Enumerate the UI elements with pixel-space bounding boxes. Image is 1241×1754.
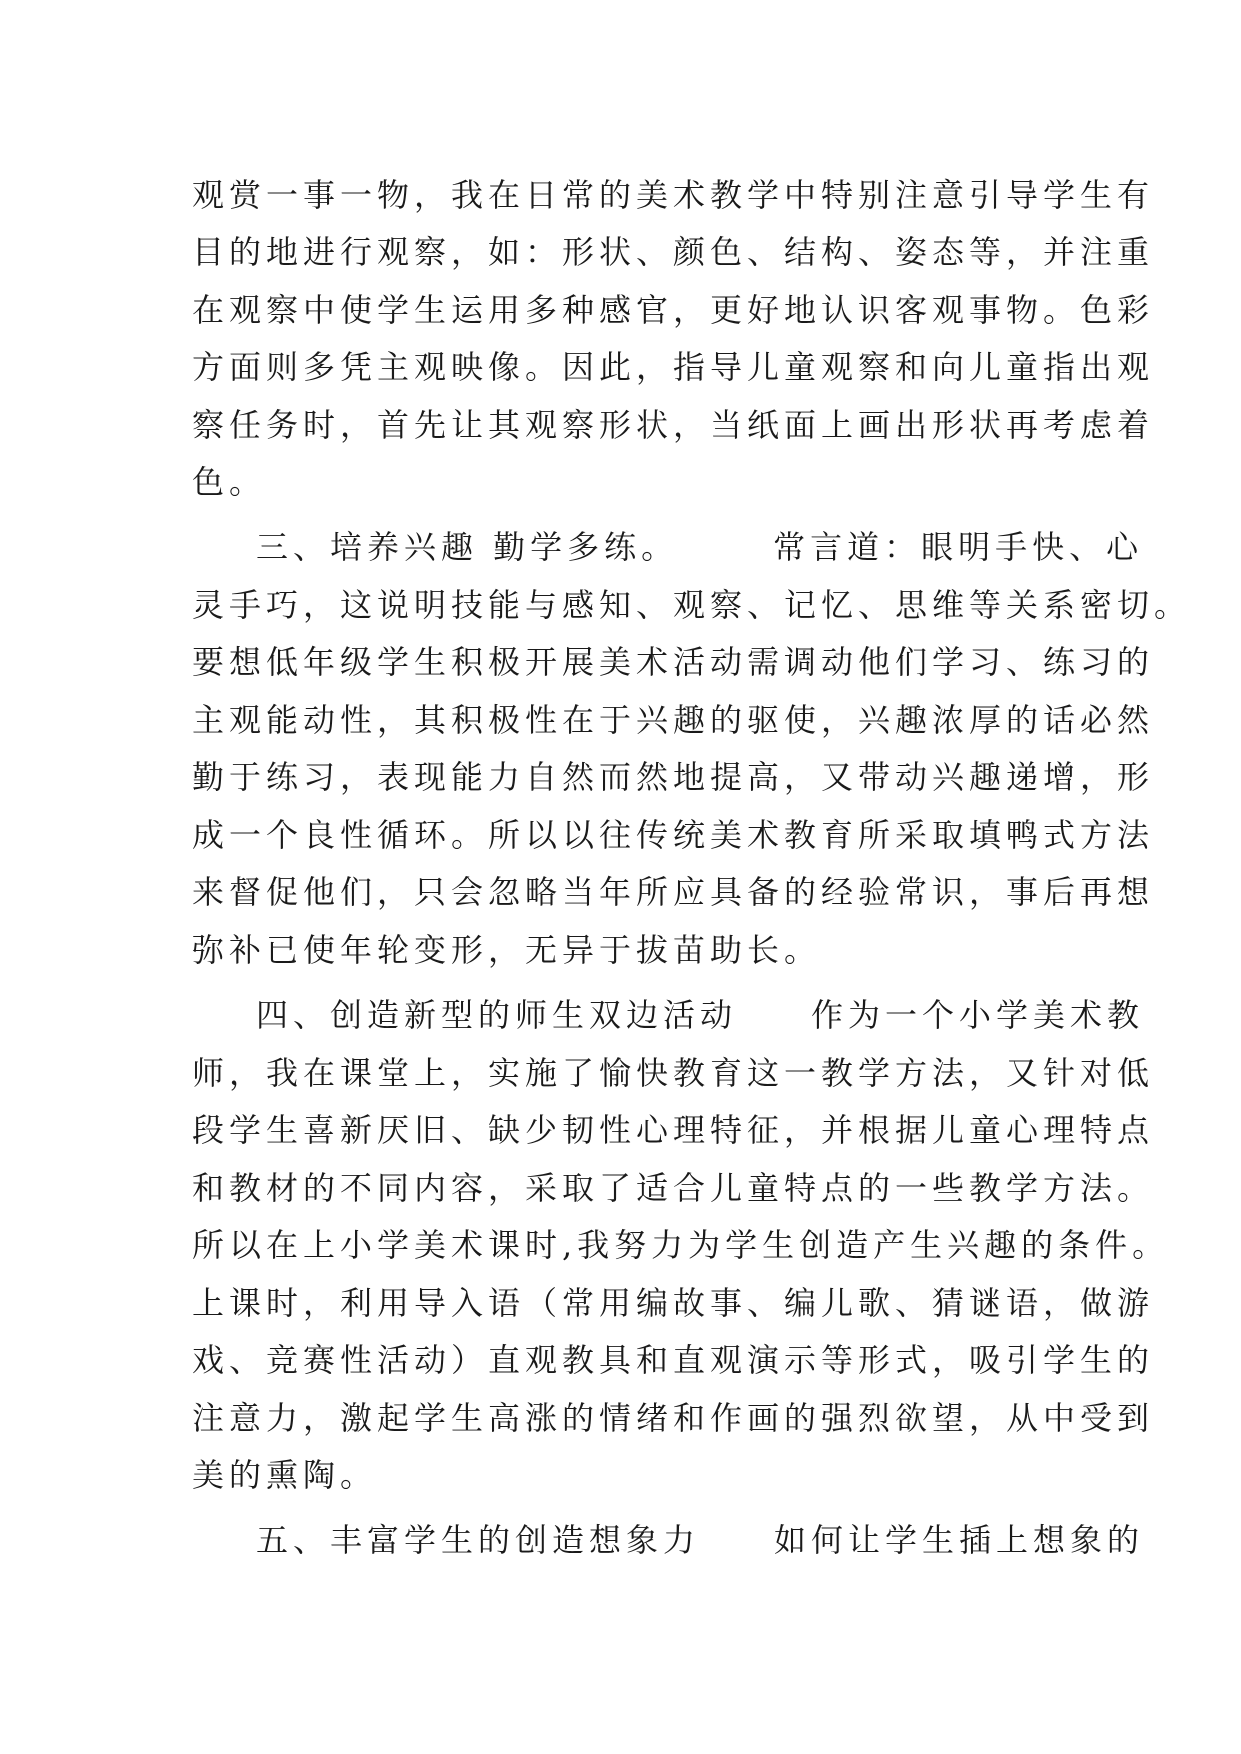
text-line: 所以在上小学美术课时,我努力为学生创造产生兴趣的条件。 bbox=[192, 1226, 1170, 1264]
text-line: 和教材的不同内容，采取了适合儿童特点的一些教学方法。 bbox=[192, 1169, 1155, 1207]
text-line: 色。 bbox=[192, 463, 267, 501]
section-heading-line: 四、创造新型的师生双边活动 作为一个小学美术教 bbox=[256, 996, 1145, 1034]
text-line: 上课时，利用导入语（常用编故事、编儿歌、猜谜语，做游 bbox=[192, 1284, 1155, 1322]
text-line: 勤于练习，表现能力自然而然地提高，又带动兴趣递增，形 bbox=[192, 758, 1155, 796]
text-line: 段学生喜新厌旧、缺少韧性心理特征，并根据儿童心理特点 bbox=[192, 1111, 1155, 1149]
text-line: 察任务时，首先让其观察形状，当纸面上画出形状再考虑着 bbox=[192, 406, 1155, 444]
section-heading-line: 五、丰富学生的创造想象力 如何让学生插上想象的 bbox=[256, 1521, 1145, 1559]
text-line: 主观能动性，其积极性在于兴趣的驱使，兴趣浓厚的话必然 bbox=[192, 701, 1155, 739]
text-line: 在观察中使学生运用多种感官，更好地认识客观事物。色彩 bbox=[192, 291, 1155, 329]
text-line: 注意力，激起学生高涨的情绪和作画的强烈欲望，从中受到 bbox=[192, 1399, 1155, 1437]
text-line: 美的熏陶。 bbox=[192, 1456, 378, 1494]
text-line: 弥补已使年轮变形，无异于拔苗助长。 bbox=[192, 931, 822, 969]
text-line: 要想低年级学生积极开展美术活动需调动他们学习、练习的 bbox=[192, 643, 1155, 681]
text-line: 目的地进行观察，如：形状、颜色、结构、姿态等，并注重 bbox=[192, 233, 1155, 271]
text-line: 观赏一事一物，我在日常的美术教学中特别注意引导学生有 bbox=[192, 176, 1155, 214]
text-line: 来督促他们，只会忽略当年所应具备的经验常识，事后再想 bbox=[192, 873, 1155, 911]
text-line: 师，我在课堂上，实施了愉快教育这一教学方法，又针对低 bbox=[192, 1054, 1155, 1092]
section-heading-line: 三、培养兴趣 勤学多练。 常言道：眼明手快、心 bbox=[256, 528, 1144, 566]
text-line: 戏、竞赛性活动）直观教具和直观演示等形式，吸引学生的 bbox=[192, 1341, 1155, 1379]
text-line: 灵手巧，这说明技能与感知、观察、记忆、思维等关系密切。 bbox=[192, 586, 1192, 624]
text-line: 方面则多凭主观映像。因此，指导儿童观察和向儿童指出观 bbox=[192, 348, 1155, 386]
text-line: 成一个良性循环。所以以往传统美术教育所采取填鸭式方法 bbox=[192, 816, 1155, 854]
